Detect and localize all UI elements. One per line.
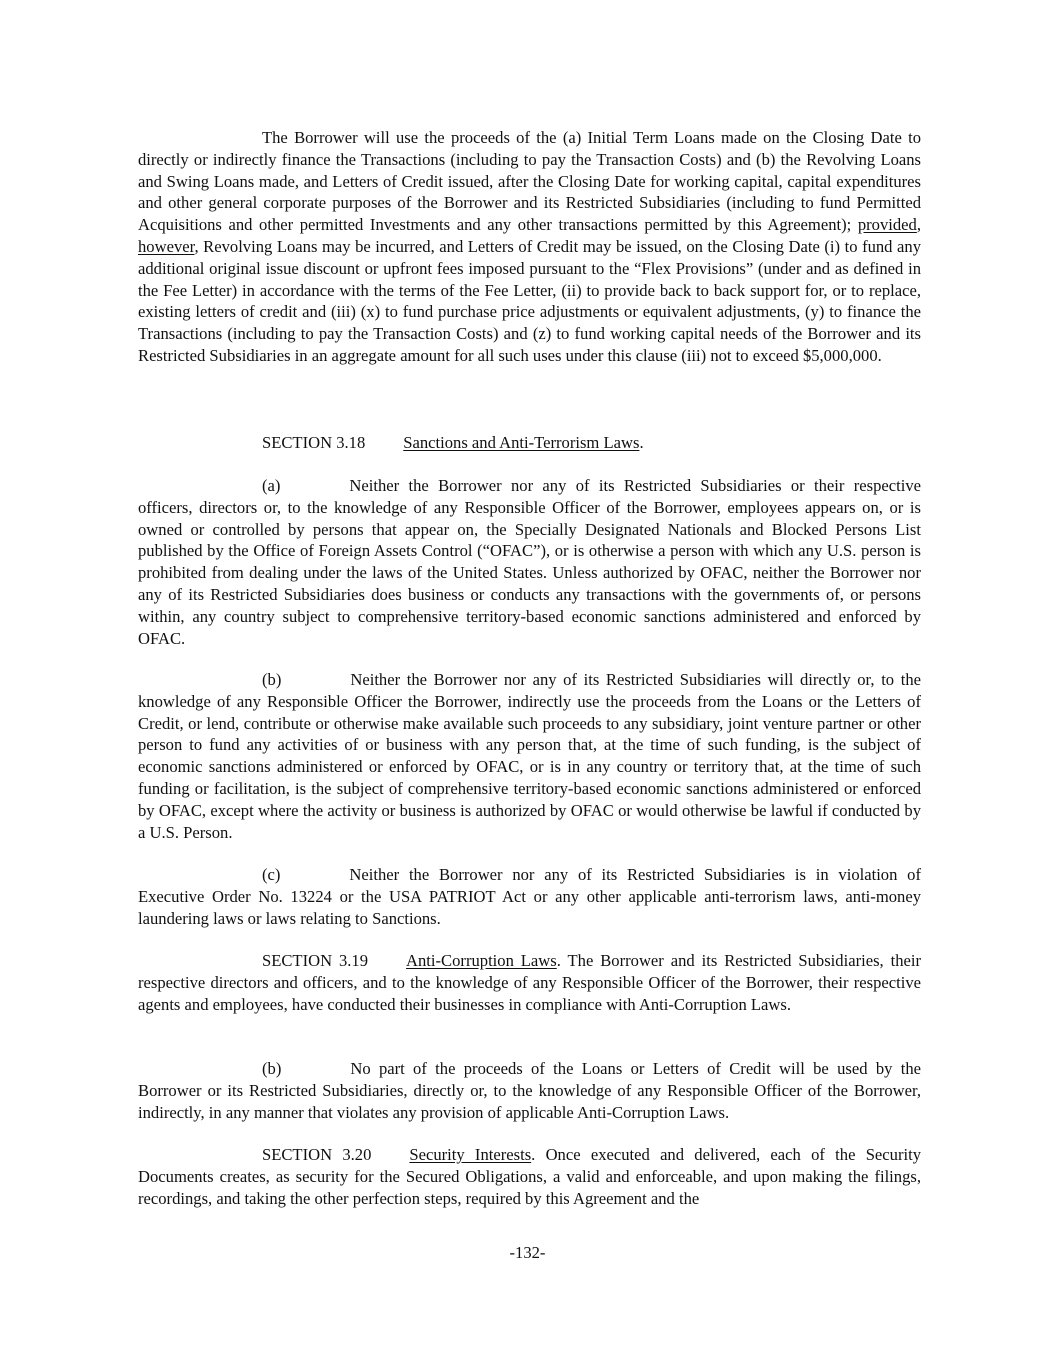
- clause-label: (c): [262, 865, 281, 884]
- section-3-18-heading: SECTION 3.18 Sanctions and Anti-Terrorism Laws.: [262, 433, 644, 452]
- section-title: Sanctions and Anti-Terrorism Laws: [403, 433, 640, 452]
- section-title: Security Interests: [409, 1145, 532, 1164]
- clause-label: (b): [262, 670, 282, 689]
- section-3-20-paragraph: SECTION 3.20 Security Interests. Once executed and delivered, each of the Security Documents creates, as security for the Secured Obligations, a valid and enforceable, and upon making the filings, recordings, and taking the other perfection steps, required by this Agreement and the: [138, 1145, 922, 1208]
- use-of-proceeds-paragraph: The Borrower will use the proceeds of the (a) Initial Term Loans made on the Closing Date to directly or indirectly finance the Transactions (including to pay the Transaction Costs) and (b) the Revolving Loans and Swing Loans made, and Letters of Credit issued, after the Closing Date for working capital, capital expenditures and other general corporate purposes of the Borrower and its Restricted Subsidiaries (including to fund Permitted Acquisitions and other permitted Investments and any other transactions permitted by this Agreement); provided, however, Revolving Loans may be incurred, and Letters of Credit may be issued, on the Closing Date (i) to fund any additional original issue discount or upfront fees imposed pursuant to the “Flex Provisions” (under and as defined in the Fee Letter) in accordance with the terms of the Fee Letter, (ii) to provide back to back support for, or to replace, existing letters of credit and (iii) (x) to fund purchase price adjustments or equivalent adjustments, (y) to finance the Transactions (including to pay the Transaction Costs) and (z) to fund working capital needs of the Borrower and its Restricted Subsidiaries in an aggregate amount for all such uses under this clause (iii) not to exceed $5,000,000.: [138, 128, 921, 365]
- section-3-18-clause-b: (b) Neither the Borrower nor any of its Restricted Subsidiaries will directly or, to the knowledge of any Responsible Officer the Borrower, indirectly use the proceeds from the Loans or the Letters of Credit, or lend, contribute or otherwise make available such proceeds to any subsidiary, joint venture partner or other person to fund any activities of or business with any person that, at the time of such funding, is the subject of economic sanctions administered or enforced by OFAC, or is in any country or territory that, at the time of such funding or facilitation, is the subject of comprehensive territory-based economic sanctions administered or enforced by OFAC, except where the activity or business is authorized by OFAC or would otherwise be lawful if conducted by a U.S. Person.: [138, 670, 921, 842]
- section-title: Anti-Corruption Laws: [406, 951, 557, 970]
- page-number: -132-: [509, 1243, 546, 1262]
- section-3-19-clause-b: (b) No part of the proceeds of the Loans or Letters of Credit will be used by the Borrower or its Restricted Subsidiaries, directly or, to the knowledge of any Responsible Officer of the Borrower, indirectly, in any manner that violates any provision of applicable Anti-Corruption Laws.: [138, 1059, 921, 1122]
- section-3-19-paragraph: SECTION 3.19 Anti-Corruption Laws. The Borrower and its Restricted Subsidiaries, their respective directors and officers, and to the knowledge of any Responsible Officer of the Borrower, their respective agents and employees, have conducted their businesses in compliance with Anti-Corruption Laws.: [138, 951, 921, 1014]
- section-3-18-clause-a: (a) Neither the Borrower nor any of its Restricted Subsidiaries or their respective officers, directors or, to the knowledge of any Responsible Officer of the Borrower, employees appears on, or is owned or controlled by persons that appear on, the Specially Designated Nationals and Blocked Persons List published by the Office of Foreign Assets Control (“OFAC”), or is otherwise a person with which any U.S. person is prohibited from dealing under the laws of the United States. Unless authorized by OFAC, neither the Borrower nor any of its Restricted Subsidiaries does business or conducts any transactions with the governments of, or persons within, any country subject to comprehensive territory-based economic sanctions administered and enforced by OFAC.: [138, 476, 921, 648]
- section-number: SECTION 3.19: [262, 951, 369, 970]
- section-number: SECTION 3.20: [262, 1145, 372, 1164]
- clause-label: (a): [262, 476, 281, 495]
- however-term: however: [138, 236, 195, 256]
- clause-label: (b): [262, 1059, 282, 1078]
- provided-term: provided: [857, 215, 917, 235]
- section-number: SECTION 3.18: [262, 433, 366, 452]
- section-3-18-clause-c: (c) Neither the Borrower nor any of its Restricted Subsidiaries is in violation of Executive Order No. 13224 or the USA PATRIOT Act or any other applicable anti-terrorism laws, anti-money laundering laws or laws relating to Sanctions.: [138, 865, 921, 928]
